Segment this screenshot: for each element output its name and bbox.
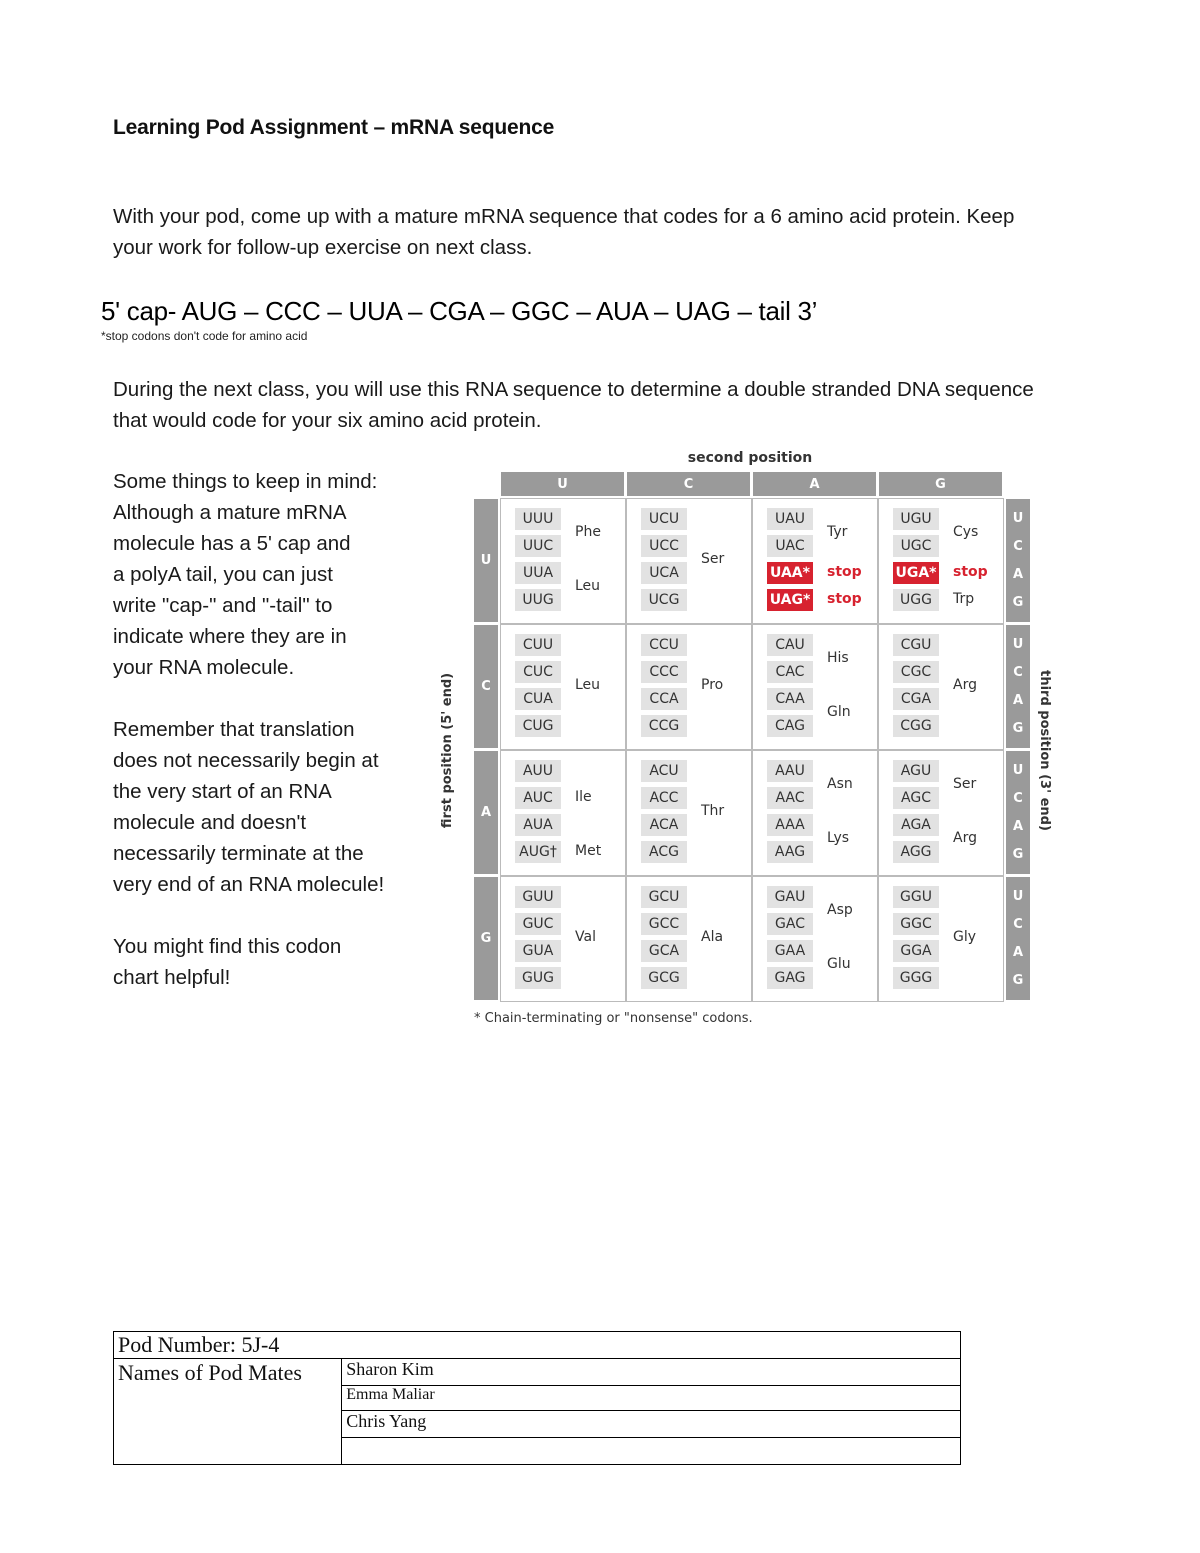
codon: CUC (515, 661, 561, 683)
amino-acid-label: Arg (953, 676, 977, 693)
third-position-label: third position (3' end) (1036, 670, 1052, 831)
codon: GCA (641, 940, 687, 962)
codon: GAU (767, 886, 813, 908)
codon: UAG* (767, 589, 813, 611)
codon: UAA* (767, 562, 813, 584)
third-position-base: G (1012, 720, 1024, 736)
first-position-base: A (474, 751, 498, 874)
side-note-translation: Remember that translation does not necessarily begin at the very start of an RNA molecule and doesn't necessarily terminate at the very end of an RNA molecule! (113, 718, 385, 896)
amino-acid-label: Leu (575, 577, 601, 594)
codon-cell (500, 876, 626, 1002)
third-position-bases (1006, 751, 1030, 874)
codon: GAC (767, 913, 813, 935)
codon: UUA (515, 562, 561, 584)
intro-paragraph (113, 201, 1014, 263)
names-label: Names of Pod Mates (114, 1359, 342, 1465)
codon: UCU (641, 508, 687, 530)
codon-cell (878, 876, 1004, 1002)
codon: ACC (641, 787, 687, 809)
third-position-base: A (1012, 566, 1024, 582)
codon: CCG (641, 715, 687, 737)
side-note-chart-hint: You might find this codon chart helpful! (113, 935, 342, 989)
codon: GUC (515, 913, 561, 935)
second-position-base: A (753, 472, 876, 496)
codon: AUA (515, 814, 561, 836)
third-position-base: G (1012, 846, 1024, 862)
third-position-base: C (1013, 665, 1023, 681)
amino-acid-label: Thr (701, 802, 725, 819)
codon: CAU (767, 634, 813, 656)
codon: CCA (641, 688, 687, 710)
amino-acid-label: Trp (953, 591, 975, 607)
first-position-base: C (474, 625, 498, 748)
codon-chart (440, 446, 1060, 1036)
third-position-base: U (1012, 763, 1024, 779)
second-position-base: C (627, 472, 750, 496)
codon: GGG (893, 967, 939, 989)
codon-cell (752, 498, 878, 624)
third-position-base: A (1012, 692, 1024, 708)
amino-acid-label: Tyr (827, 523, 848, 540)
codon: CAC (767, 661, 813, 683)
codon: AAG (767, 841, 813, 863)
next-class-line: During the next class, you will use this RNA sequence to determine a double stranded DNA sequence (113, 378, 1034, 401)
codon: UUG (515, 589, 561, 611)
stop-label: stop (827, 591, 862, 607)
third-position-bases (1006, 625, 1030, 748)
codon: UAU (767, 508, 813, 530)
side-notes (113, 466, 443, 993)
codon: CUA (515, 688, 561, 710)
codon: CUG (515, 715, 561, 737)
codon: UCA (641, 562, 687, 584)
amino-acid-label: Asp (827, 901, 853, 918)
codon: ACG (641, 841, 687, 863)
pod-mate-name: Sharon Kim (342, 1359, 961, 1386)
stop-label: stop (953, 564, 988, 580)
codon-cell (878, 498, 1004, 624)
amino-acid-label: Pro (701, 676, 724, 693)
pod-mate-name: Chris Yang (342, 1411, 961, 1438)
third-position-bases (1006, 499, 1030, 622)
third-position-base: G (1012, 594, 1024, 610)
amino-acid-label: Ile (575, 789, 592, 805)
codon: AAU (767, 760, 813, 782)
codon: AGC (893, 787, 939, 809)
codon: ACA (641, 814, 687, 836)
amino-acid-label: Met (575, 843, 602, 859)
third-position-base: A (1012, 818, 1024, 834)
codon: GGA (893, 940, 939, 962)
codon: ACU (641, 760, 687, 782)
codon-cell (878, 624, 1004, 750)
amino-acid-label: Asn (827, 775, 853, 792)
codon: UUU (515, 508, 561, 530)
amino-acid-label: Ser (701, 550, 725, 567)
amino-acid-label: Gln (827, 703, 851, 720)
codon: UGU (893, 508, 939, 530)
codon: AGU (893, 760, 939, 782)
third-position-base: C (1013, 791, 1023, 807)
codon: CGU (893, 634, 939, 656)
codon: GUA (515, 940, 561, 962)
third-position-bases (1006, 877, 1030, 1000)
intro-line: With your pod, come up with a mature mRNA sequence that codes for a 6 amino acid protein. Keep (113, 205, 1015, 228)
chart-footnote: * Chain-terminating or "nonsense" codons. (474, 1011, 753, 1026)
third-position-base: U (1012, 889, 1024, 905)
codon: AUC (515, 787, 561, 809)
codon-cell (500, 750, 626, 876)
codon: AUU (515, 760, 561, 782)
pod-mate-name: Emma Maliar (342, 1386, 961, 1411)
codon: CAA (767, 688, 813, 710)
amino-acid-label: Lys (827, 829, 850, 846)
codon: GGU (893, 886, 939, 908)
codon: UGA* (893, 562, 939, 584)
pod-number: Pod Number: 5J-4 (114, 1332, 961, 1359)
amino-acid-label: Phe (575, 523, 601, 540)
codon: AUG† (515, 841, 561, 863)
pod-table (113, 1331, 961, 1465)
codon-grid (500, 498, 1004, 1002)
codon-cell (626, 876, 752, 1002)
codon: AAC (767, 787, 813, 809)
page-title: Learning Pod Assignment – mRNA sequence (113, 116, 555, 139)
codon: CGG (893, 715, 939, 737)
stop-label: stop (827, 564, 862, 580)
codon: CGC (893, 661, 939, 683)
intro-line: your work for follow-up exercise on next class. (113, 236, 533, 259)
next-class-paragraph (113, 374, 1034, 436)
codon: GAA (767, 940, 813, 962)
codon: GCU (641, 886, 687, 908)
second-position-base: G (879, 472, 1002, 496)
codon: GUG (515, 967, 561, 989)
amino-acid-label: Ser (953, 775, 977, 792)
codon: GGC (893, 913, 939, 935)
amino-acid-label: Glu (827, 955, 851, 972)
first-position-base: U (474, 499, 498, 622)
codon: GCG (641, 967, 687, 989)
amino-acid-label: Cys (953, 523, 979, 540)
third-position-base: G (1012, 972, 1024, 988)
codon-cell (500, 624, 626, 750)
codon: UAC (767, 535, 813, 557)
codon-cell (752, 624, 878, 750)
second-position-base: U (501, 472, 624, 496)
codon: UGG (893, 589, 939, 611)
codon: AAA (767, 814, 813, 836)
pod-mate-name (342, 1438, 961, 1465)
codon: GUU (515, 886, 561, 908)
side-note-reminder: Some things to keep in mind: Although a mature mRNA molecule has a 5' cap and a polyA tail, you can just write "cap-" and "-tail" to indicate where they are in your RNA molecule. (113, 470, 378, 679)
codon: GCC (641, 913, 687, 935)
codon-cell (878, 750, 1004, 876)
codon: UUC (515, 535, 561, 557)
amino-acid-label: Gly (953, 928, 977, 945)
first-position-label: first position (5' end) (440, 672, 456, 829)
codon: CUU (515, 634, 561, 656)
codon-cell (752, 876, 878, 1002)
codon-cell (626, 624, 752, 750)
third-position-base: C (1013, 917, 1023, 933)
second-position-label: second position (687, 450, 813, 466)
codon: AGA (893, 814, 939, 836)
next-class-line: that would code for your six amino acid protein. (113, 409, 542, 432)
codon: UCC (641, 535, 687, 557)
amino-acid-label: Arg (953, 829, 977, 846)
codon: AGG (893, 841, 939, 863)
stop-codon-note: *stop codons don't code for amino acid (101, 329, 308, 343)
amino-acid-label: His (827, 649, 849, 666)
codon-cell (626, 750, 752, 876)
codon: CGA (893, 688, 939, 710)
amino-acid-label: Leu (575, 676, 601, 693)
third-position-base: A (1012, 944, 1024, 960)
codon: CCU (641, 634, 687, 656)
codon: CAG (767, 715, 813, 737)
amino-acid-label: Val (575, 928, 596, 945)
amino-acid-label: Ala (701, 928, 724, 945)
codon: GAG (767, 967, 813, 989)
codon: UGC (893, 535, 939, 557)
mrna-sequence: 5' cap- AUG – CCC – UUA – CGA – GGC – AUA – UAG – tail 3’ (101, 296, 818, 326)
codon-cell (752, 750, 878, 876)
first-position-base: G (474, 877, 498, 1000)
codon-cell (500, 498, 626, 624)
third-position-base: U (1012, 637, 1024, 653)
third-position-base: C (1013, 539, 1023, 555)
third-position-base: U (1012, 511, 1024, 527)
codon: CCC (641, 661, 687, 683)
codon-cell (626, 498, 752, 624)
codon: UCG (641, 589, 687, 611)
